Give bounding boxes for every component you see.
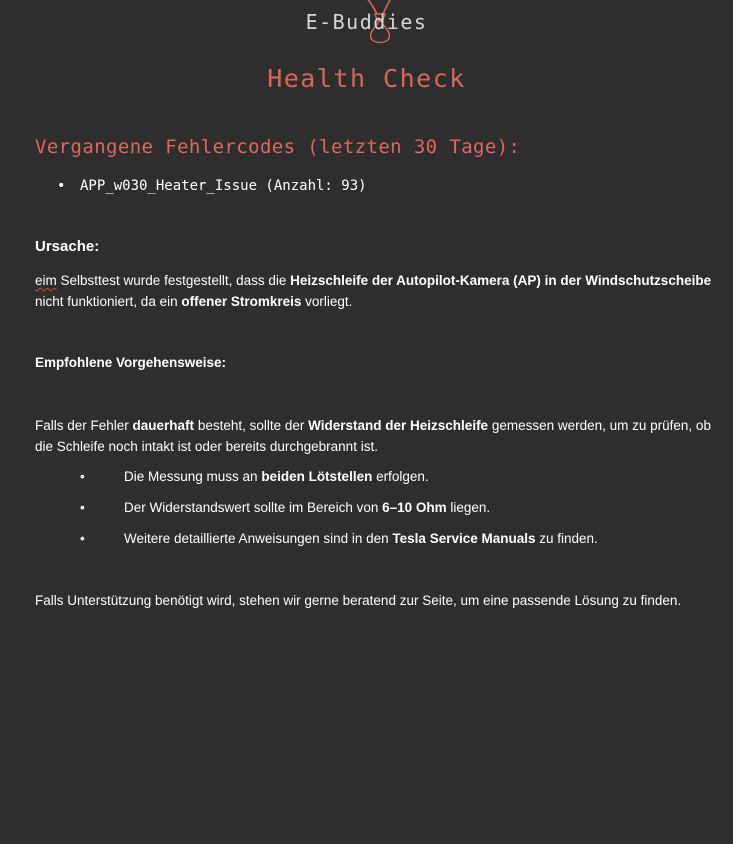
- steps-list: [80, 466, 598, 559]
- closing-paragraph: Falls Unterstützung benötigt wird, stehen wir gerne beratend zur Seite, um eine passende Lösung zu finden.: [35, 593, 682, 608]
- rec-text-1: Falls der Fehler: [35, 418, 133, 433]
- cause-heading: Ursache:: [35, 238, 100, 255]
- rec-bold-2: Widerstand der Heizschleife: [308, 418, 489, 433]
- recommendation-paragraph: [35, 415, 715, 457]
- cause-bold-2: offener Stromkreis: [181, 294, 302, 309]
- fault-code-text: APP_w030_Heater_Issue (Anzahl: 93): [80, 178, 367, 194]
- logo-text: E-Buddies: [305, 10, 428, 34]
- step-text: Die Messung muss an: [124, 469, 262, 484]
- rec-bold-1: dauerhaft: [132, 418, 195, 433]
- step-text: liegen.: [446, 500, 491, 515]
- bullet-icon: •: [57, 178, 66, 194]
- page-title: Health Check: [267, 64, 466, 93]
- misspelled-word: eim: [35, 273, 57, 288]
- logo: [0, 10, 733, 34]
- fault-codes-list: [57, 176, 367, 196]
- step-bold: Tesla Service Manuals: [392, 531, 536, 546]
- bullet-icon: •: [80, 531, 85, 546]
- rec-text-2: besteht, sollte der: [194, 418, 309, 433]
- step-text: Der Widerstandswert sollte im Bereich von: [124, 500, 383, 515]
- fault-codes-heading: Vergangene Fehlercodes (letzten 30 Tage):: [35, 136, 521, 158]
- cause-bold-1: Heizschleife der Autopilot-Kamera (AP) in der Windschutzscheibe: [290, 273, 712, 288]
- recommendation-heading: Empfohlene Vorgehensweise:: [35, 355, 227, 370]
- step-bold: 6–10 Ohm: [382, 500, 447, 515]
- step-text: erfolgen.: [372, 469, 429, 484]
- logo-wrap: [306, 10, 428, 34]
- step-text: zu finden.: [535, 531, 598, 546]
- cause-text-2: nicht funktioniert, da ein: [35, 294, 182, 309]
- rec-text-3: gemessen werden, um zu prüfen, ob die Schleife noch intakt ist oder bereits durchgebrannt ist.: [35, 418, 711, 454]
- list-item: [80, 497, 598, 528]
- cause-paragraph: [35, 270, 715, 312]
- cause-text-1: Selbsttest wurde festgestellt, dass die: [56, 273, 291, 288]
- bullet-icon: •: [80, 500, 85, 515]
- fault-code-item: [57, 176, 367, 196]
- cause-text-3: vorliegt.: [301, 294, 353, 309]
- step-bold: beiden Lötstellen: [261, 469, 373, 484]
- step-text: Weitere detaillierte Anweisungen sind in den: [124, 531, 393, 546]
- list-item: [80, 528, 598, 559]
- list-item: [80, 466, 598, 497]
- bullet-icon: •: [80, 469, 85, 484]
